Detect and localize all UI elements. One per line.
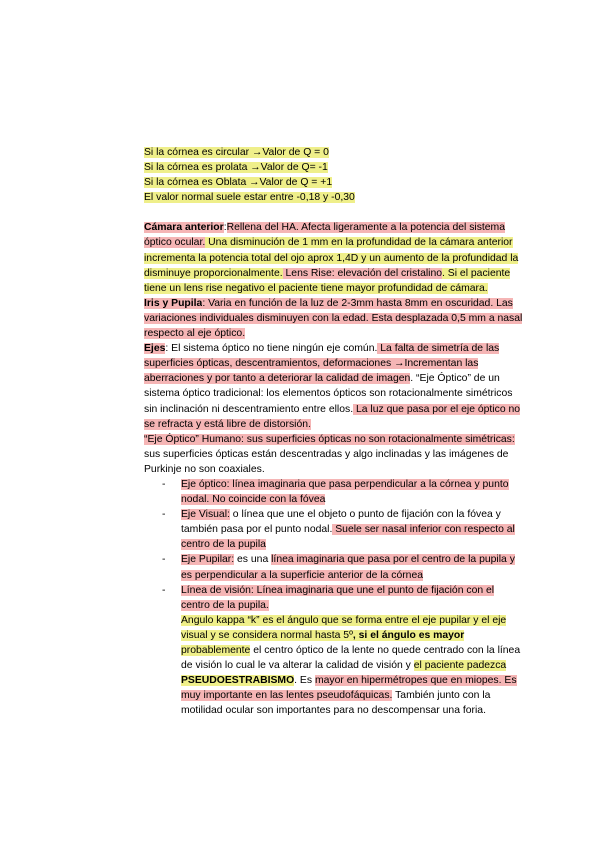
eje-visual-text: o línea que une el objeto o punto de fijación con la fóvea y también pasa por el punto nodal. (181, 509, 501, 536)
camara-text: Una disminución de 1 mm en la profundidad de la cámara anterior incrementa la potencia total del ojo aprox 1,4D (144, 237, 513, 264)
list-item (144, 552, 524, 582)
ejes-text: La luz que pasa por el eje óptico no se refracta y está libre de distorsión. (144, 403, 521, 430)
linea-vision-label: Línea de visión: (181, 584, 254, 596)
ejes-heading: Ejes (144, 343, 166, 355)
eje-optico-text: línea imaginaria que pasa perpendicular a la córnea y punto nodal. No coincide con la fóvea (181, 478, 509, 506)
q-normal-text: El valor normal suele estar entre -0,18 y -0,30 (144, 192, 355, 204)
ejes-paragraph (144, 341, 524, 432)
iris-pupila-paragraph (144, 296, 524, 341)
ejes-text: La falta de simetría de las superficies ópticas, descentramientos, deformaciones →Incrementan las aberraciones y por tanto a deteriorar la calidad de imagen (144, 343, 500, 385)
intro-line (144, 175, 524, 190)
kappa-text: el paciente padezca (413, 660, 507, 672)
document-body (144, 145, 524, 718)
intro-line (144, 145, 524, 160)
axes-list (144, 477, 524, 613)
q-circular-text: Si la córnea es circular →Valor de Q = 0 (144, 147, 329, 158)
list-item (144, 583, 524, 613)
colon: : (223, 222, 227, 234)
dash-bullet: - (162, 509, 166, 521)
eje-pupilar-label: Eje Pupilar: (181, 554, 235, 566)
q-prolata-text: Si la córnea es prolata →Valor de Q= -1 (144, 162, 328, 174)
dash-bullet: - (162, 478, 166, 490)
humano-text: “Eje Óptico” Humano: sus superficies ópticas no son rotacionalmente simétricas: (144, 433, 515, 445)
eje-visual-label: Eje Visual: (181, 509, 230, 521)
kappa-text: También junto con la motilidad ocular son importantes para no descompensar una foria. (181, 690, 491, 717)
q-oblata-text: Si la córnea es Oblata →Valor de Q = +1 (144, 177, 333, 189)
kappa-text: . Es (294, 675, 315, 687)
kappa-text: mayor en hipermétropes que en miopes. Es muy importante en las lentes pseudofáquicas. (181, 675, 517, 702)
kappa-text: el centro óptico de la lente no quede centrado con la línea de visión lo cual le va alterar la calidad de visión y (181, 645, 521, 672)
iris-text: : Varia en función de la luz de 2-3mm hasta 8mm en oscuridad. Las variaciones individuales disminuyen con la edad. Esta desplazada 0,5 mm a nasal respecto al eje óptico. (144, 297, 523, 340)
kappa-text: , si el ángulo es mayor (352, 629, 465, 641)
eje-optico-humano-paragraph (144, 432, 524, 477)
spacer (144, 205, 524, 220)
dash-bullet: - (162, 554, 166, 566)
humano-text: sus superficies ópticas están descentradas y algo inclinadas y las imágenes de Purkinje no son coaxiales. (144, 448, 509, 475)
linea-vision-text: Línea imaginaria que une el punto de fijación con el centro de la pupila. (181, 584, 495, 611)
kappa-text: Angulo kappa “k” es el ángulo que se forma entre el eje pupilar y el eje visual y se considera normal hasta 5º (181, 614, 507, 641)
camara-text: y un aumento de la profundidad la disminuye proporcionalmente. (144, 252, 519, 279)
pseudoestrabismo-text: PSEUDOESTRABISMO (181, 675, 295, 687)
iris-pupila-heading: Iris y Pupila (144, 297, 203, 309)
camara-text: . Afecta ligeramente a la potencia del sistema óptico ocular. (144, 222, 505, 249)
kappa-text: probablemente (181, 645, 251, 656)
lens-rise-text: Lens Rise: elevación del cristalino (282, 267, 443, 279)
camara-anterior-heading: Cámara anterior (144, 222, 224, 234)
angulo-kappa-paragraph (144, 613, 524, 719)
ejes-text: . “Eje Óptico” de un sistema óptico tradicional: los elementos ópticos son rotacionalmente simétricos sin inclinación ni descentramiento entre ellos. (144, 373, 513, 415)
eje-optico-label: Eje óptico: (181, 478, 230, 490)
camara-anterior-paragraph (144, 220, 524, 295)
eje-pupilar-text: línea imaginaria que pasa por el centro de la pupila y es perpendicular a la superficie anterior de la córnea (181, 554, 515, 581)
dash-bullet: - (162, 584, 166, 596)
camara-text: . Si el paciente tiene un lens rise negativo el paciente tiene mayor profundidad de cámara. (144, 267, 511, 294)
ejes-text: : El sistema óptico no tiene ningún eje común. (165, 343, 378, 355)
intro-line (144, 190, 524, 205)
list-item (144, 507, 524, 552)
list-item (144, 477, 524, 507)
eje-pupilar-text: es una (234, 554, 272, 566)
intro-line (144, 160, 524, 175)
eje-visual-text: Suele ser nasal inferior con respecto al centro de la pupila (181, 524, 515, 551)
camara-text: Rellena del HA (226, 222, 296, 234)
